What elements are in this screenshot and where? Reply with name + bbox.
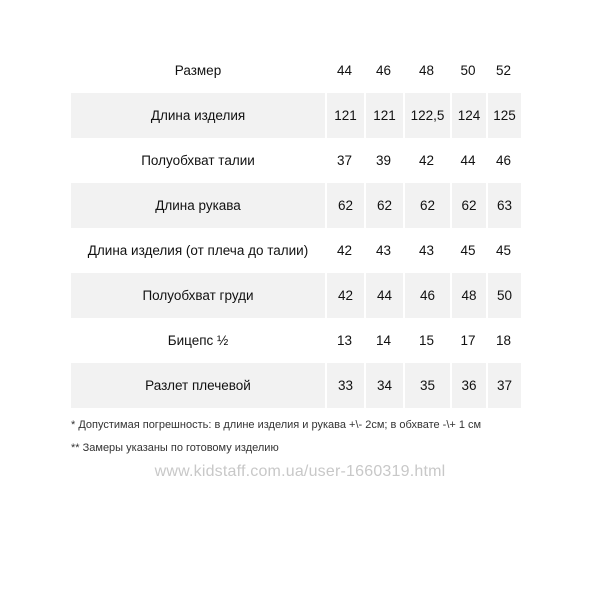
table-cell: 121 (325, 93, 364, 138)
row-label: Длина изделия (71, 93, 325, 138)
row-label: Полуобхват талии (141, 152, 255, 168)
table-cell: 42 (325, 273, 364, 318)
table-cell: 43 (375, 242, 392, 258)
table-cell: 62 (325, 183, 364, 228)
table-cell: 62 (450, 183, 486, 228)
table-cell: 48 (418, 62, 435, 78)
table-cell: 44 (460, 152, 476, 168)
row-label: Бицепс ½ (167, 332, 229, 348)
table-row-size (71, 48, 521, 93)
table-cell: 46 (495, 152, 512, 168)
table-cell: 62 (403, 183, 450, 228)
table-cell: 39 (375, 152, 392, 168)
table-cell: 44 (336, 62, 353, 78)
table-cell: 121 (364, 93, 403, 138)
table-cell: 50 (460, 62, 476, 78)
table-cell: 43 (418, 242, 435, 258)
table-cell: 125 (486, 93, 521, 138)
row-label: Размер (174, 62, 222, 78)
table-cell: 50 (486, 273, 521, 318)
table-cell: 37 (486, 363, 521, 408)
row-label: Длина изделия (от плеча до талии) (87, 242, 309, 258)
table-cell: 62 (364, 183, 403, 228)
table-cell: 45 (460, 242, 476, 258)
row-label: Разлет плечевой (71, 363, 325, 408)
table-cell: 63 (486, 183, 521, 228)
table-row-sleeve (71, 183, 521, 228)
tolerance-note: * Допустимая погрешность: в длине изделия и рукава +\- 2см; в обхвате -\+ 1 см (71, 419, 482, 431)
table-cell: 124 (450, 93, 486, 138)
row-label: Длина рукава (71, 183, 325, 228)
table-cell: 34 (364, 363, 403, 408)
table-cell: 52 (495, 62, 512, 78)
table-cell: 13 (336, 332, 353, 348)
table-row-waist (71, 138, 521, 183)
table-cell: 36 (450, 363, 486, 408)
table-cell: 14 (375, 332, 392, 348)
table-cell: 46 (375, 62, 392, 78)
table-cell: 46 (403, 273, 450, 318)
table-row-shoulder-to-waist (71, 228, 521, 273)
table-cell: 17 (460, 332, 476, 348)
watermark-url: www.kidstaff.com.ua/user-1660319.html (154, 463, 446, 480)
table-cell: 44 (364, 273, 403, 318)
table-cell: 42 (418, 152, 435, 168)
table-cell: 45 (495, 242, 512, 258)
table-cell: 48 (450, 273, 486, 318)
table-cell: 35 (403, 363, 450, 408)
measurement-note: ** Замеры указаны по готовому изделию (71, 442, 279, 454)
table-row-shoulder-width (71, 363, 521, 408)
table-cell: 42 (336, 242, 353, 258)
table-cell: 15 (418, 332, 435, 348)
table-cell: 37 (336, 152, 353, 168)
size-chart-table (71, 48, 521, 408)
table-cell: 122,5 (403, 93, 450, 138)
table-row-length (71, 93, 521, 138)
row-label: Полуобхват груди (71, 273, 325, 318)
table-row-chest (71, 273, 521, 318)
table-cell: 18 (495, 332, 512, 348)
table-cell: 33 (325, 363, 364, 408)
table-row-bicep (71, 318, 521, 363)
